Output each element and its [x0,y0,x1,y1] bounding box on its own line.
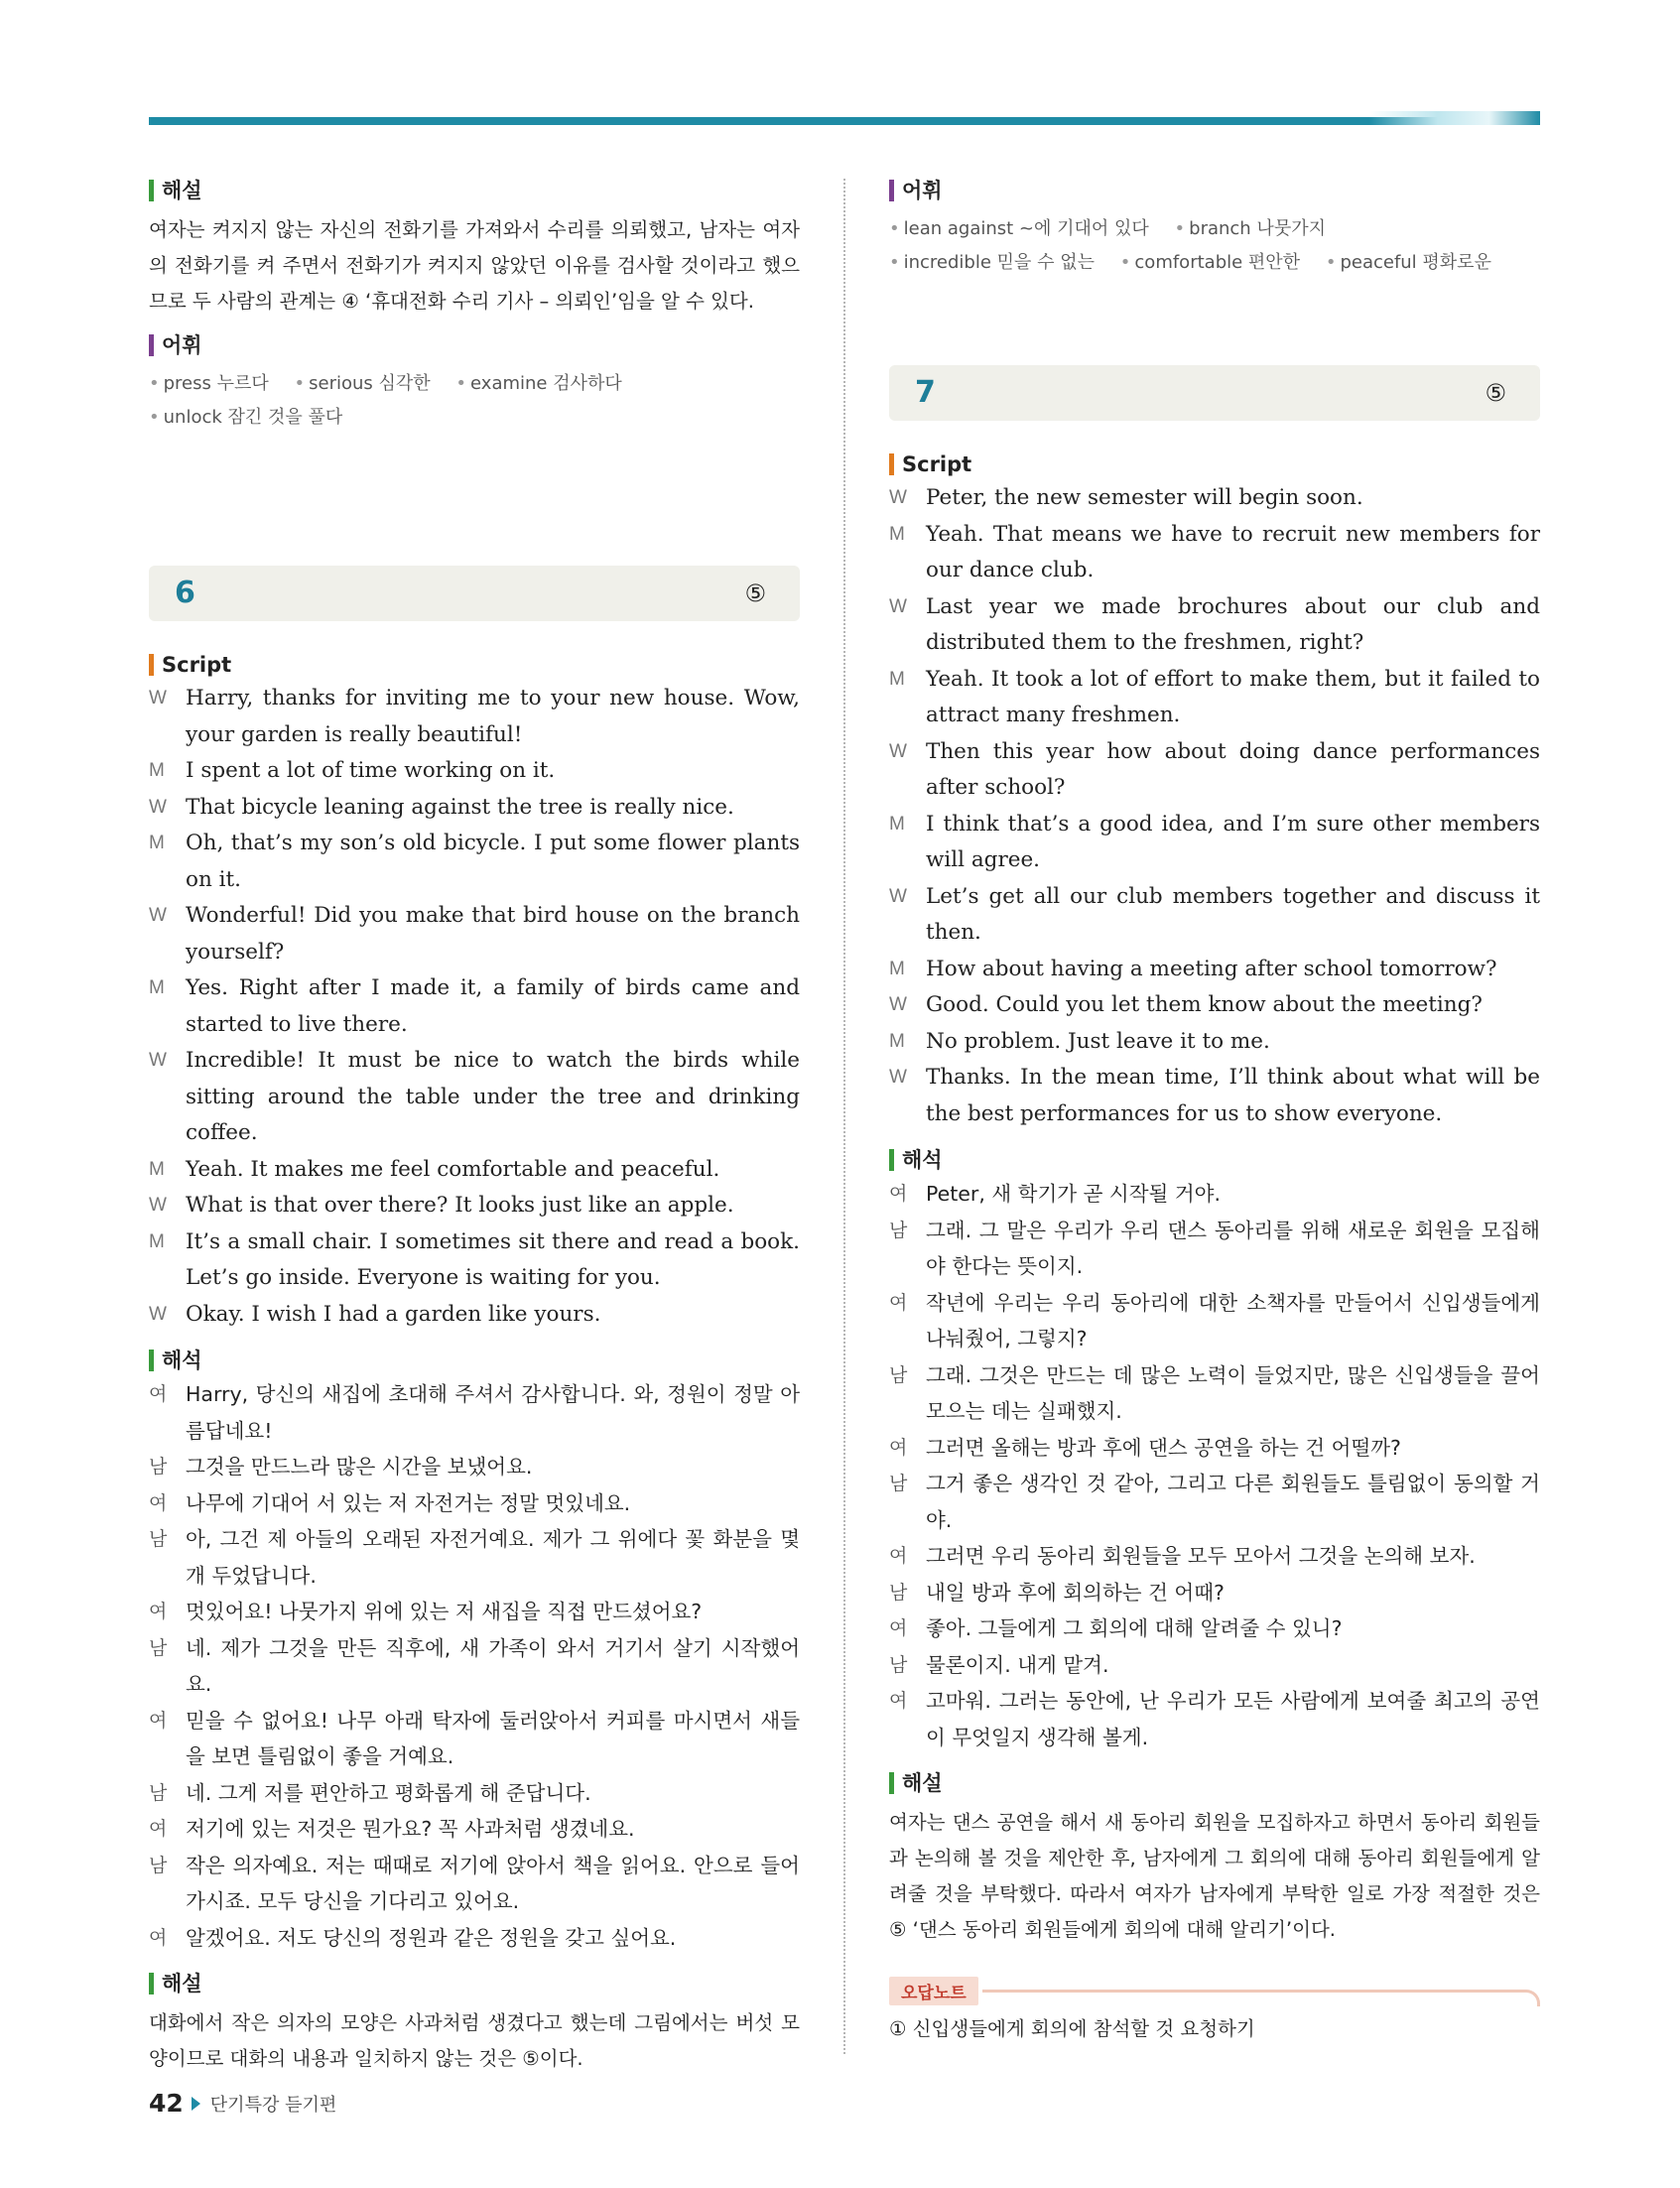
script-label: Script [162,653,232,677]
utterance-text: No problem. Just leave it to me. [926,1028,1270,1054]
speaker-label: 남 [149,1781,168,1804]
page-footer [149,2089,336,2118]
vocab-label: 어휘 [162,333,202,357]
script-lines [889,480,1540,1132]
speaker-label: 여 [149,1383,168,1405]
book-title: 단기특강 듣기편 [209,2094,337,2116]
utterance-text: Yeah. It makes me feel comfortable and peaceful. [186,1156,720,1182]
utterance-text: Oh, that’s my son’s old bicycle. I put some flower plants on it. [186,831,800,892]
utterance-text: Peter, the new semester will begin soon. [926,485,1363,510]
translation-section-7 [889,1146,1540,1755]
translation-line [889,1647,1540,1684]
translation-line [149,1376,800,1449]
vocab-label: 어휘 [902,179,943,202]
speaker-label: 남 [149,1456,168,1478]
question-answer: ⑤ [744,579,766,607]
wrong-answer-note-text: ① 신입생들에게 회의에 참석할 것 요청하기 [889,2017,1255,2040]
script-line [889,807,1540,879]
translation-label: 해석 [162,1349,202,1372]
section-bar-icon [889,453,894,475]
script-line [889,952,1540,988]
speaker-label: 여 [149,1601,168,1622]
utterance-text: 아, 그건 제 아들의 오래된 자전거예요. 제가 그 위에다 꽃 화분을 몇 개 두었답니다. [186,1527,800,1588]
utterance-text: Thanks. In the mean time, I’ll think about what will be the best performances for us to show everyone. [926,1065,1540,1126]
speaker-label: 남 [149,1528,168,1550]
speaker-label: 여 [889,1545,908,1567]
haeseol-section-6 [149,1970,800,2077]
speaker-label: 여 [889,1617,908,1639]
translation-line [889,1176,1540,1213]
speaker-label: W [149,1303,167,1325]
translation-line [149,1449,800,1485]
speaker-label: 여 [149,1818,168,1840]
haeseol-label: 해설 [902,1771,943,1795]
utterance-text: Then this year how about doing dance performances after school? [926,738,1540,800]
speaker-label: M [149,1158,165,1180]
right-column [889,177,1540,2046]
utterance-text: Yes. Right after I made it, a family of birds came and started to live there. [186,975,800,1037]
script-line [889,734,1540,807]
question-number: 7 [915,375,936,410]
speaker-label: M [889,813,905,835]
speaker-label: 남 [149,1636,168,1659]
speaker-label: M [889,958,905,979]
vocab-item: • incredible 믿을 수 없는 [889,252,1095,273]
script-line [889,879,1540,952]
wrong-answer-note-header [889,1976,1540,2006]
speaker-label: W [889,885,907,907]
vocab-item: • serious 심각한 [295,373,431,394]
speaker-label: W [149,796,167,818]
speaker-label: 여 [889,1291,908,1314]
translation-line [889,1538,1540,1575]
translation-line [889,1357,1540,1430]
speaker-label: M [149,977,165,998]
speaker-label: 여 [149,1709,168,1732]
translation-line [889,1285,1540,1357]
script-line [149,898,800,970]
utterance-text: That bicycle leaning against the tree is really nice. [186,794,734,820]
script-line [889,662,1540,734]
vocab-item: • examine 검사하다 [455,373,621,394]
utterance-text: 저기에 있는 저것은 뭔가요? 꼭 사과처럼 생겼네요. [186,1817,635,1841]
translation-line [149,1521,800,1594]
utterance-text: How about having a meeting after school tomorrow? [926,956,1497,981]
utterance-text: 그래. 그것은 만드는 데 많은 노력이 들었지만, 많은 신입생들을 끌어 모으는 데는 실패했지. [926,1362,1540,1423]
section-bar-icon [149,1973,154,1995]
utterance-text: I think that’s a good idea, and I’m sure other members will agree. [926,811,1540,872]
translation-section-6 [149,1347,800,1956]
translation-lines [149,1376,800,1956]
translation-line [889,1683,1540,1755]
utterance-text: 좋아. 그들에게 그 회의에 대해 알려줄 수 있니? [926,1616,1343,1640]
utterance-text: 멋있어요! 나뭇가지 위에 있는 저 새집을 직접 만드셨어요? [186,1600,703,1623]
vocab-item: • branch 나뭇가지 [1175,218,1326,239]
left-column [149,177,800,2077]
utterance-text: Good. Could you let them know about the meeting? [926,992,1483,1017]
speaker-label: W [889,487,907,508]
translation-line [889,1466,1540,1538]
top-rule-accent [1369,111,1540,125]
speaker-label: M [149,760,165,781]
speaker-label: W [149,905,167,926]
script-section-6 [149,651,800,1333]
haeseol-text: 여자는 켜지지 않는 자신의 전화기를 가져와서 수리를 의뢰했고, 남자는 여자의 전화기를 켜 주면서 전화기가 켜지지 않았던 이유를 검사할 것이라고 했으므로 두 사람의 관계는 ④ ‘휴대전화 수리 기사 – 의뢰인’임을 알 수 있다. [149,218,800,313]
utterance-text: 믿을 수 없어요! 나무 아래 탁자에 둘러앉아서 커피를 마시면서 새들을 보면 틀림없이 좋을 거예요. [186,1708,800,1768]
triangle-icon [192,2097,200,2111]
speaker-label: 남 [889,1581,908,1604]
translation-line [149,1703,800,1775]
speaker-label: 남 [889,1473,908,1494]
column-divider [843,179,845,2054]
script-line [149,1297,800,1334]
speaker-label: W [889,994,907,1015]
translation-line [149,1594,800,1630]
question-header-7 [889,365,1540,421]
script-line [889,987,1540,1024]
speaker-label: 여 [889,1183,908,1205]
utterance-text: Yeah. It took a lot of effort to make them, but it failed to attract many freshmen. [926,666,1540,727]
section-bar-icon [889,180,894,201]
haeseol-section-5 [149,177,800,320]
haeseol-label: 해설 [162,1972,202,1995]
utterance-text: 그래. 그 말은 우리가 우리 댄스 동아리를 위해 새로운 회원을 모집해야 한다는 뜻이지. [926,1218,1540,1278]
speaker-label: W [149,1195,167,1216]
vocab-list [149,367,800,435]
speaker-label: 여 [149,1926,168,1949]
haeseol-text: 대화에서 작은 의자의 모양은 사과처럼 생겼다고 했는데 그림에서는 버섯 모양이므로 대화의 내용과 일치하지 않는 것은 ⑤이다. [149,2011,800,2070]
section-bar-icon [149,334,154,356]
translation-lines [889,1176,1540,1755]
question-answer: ⑤ [1485,379,1506,407]
question-header-6 [149,566,800,621]
utterance-text: 네. 그게 저를 편안하고 평화롭게 해 준답니다. [186,1780,591,1805]
utterance-text: Harry, thanks for inviting me to your new house. Wow, your garden is really beautiful! [186,686,800,747]
utterance-text: Wonderful! Did you make that bird house on the branch yourself? [186,903,800,965]
speaker-label: W [149,1050,167,1071]
speaker-label: 여 [149,1491,168,1514]
script-line [149,1224,800,1297]
utterance-text: It’s a small chair. I sometimes sit there and read a book. Let’s go inside. Everyone is waiting for you. [186,1228,800,1290]
translation-line [149,1920,800,1957]
utterance-text: 고마워. 그러는 동안에, 난 우리가 모든 사람에게 보여줄 최고의 공연이 무엇일지 생각해 볼게. [926,1689,1540,1749]
speaker-label: M [889,523,905,545]
translation-line [149,1630,800,1703]
utterance-text: 그러면 올해는 방과 후에 댄스 공연을 하는 건 어떨까? [926,1435,1401,1460]
utterance-text: 내일 방과 후에 회의하는 건 어때? [926,1580,1225,1605]
script-line [149,681,800,753]
vocab-item: • peaceful 평화로운 [1326,252,1491,273]
utterance-text: Last year we made brochures about our club and distributed them to the freshmen, right? [926,593,1540,655]
utterance-text: 그것을 만드느라 많은 시간을 보냈어요. [186,1455,533,1479]
script-line [889,1060,1540,1132]
note-rule [982,1990,1540,2006]
speaker-label: 남 [889,1653,908,1676]
speaker-label: W [149,688,167,708]
utterance-text: 나무에 기대어 서 있는 저 자전거는 정말 멋있네요. [186,1490,631,1515]
script-line [149,1043,800,1152]
utterance-text: I spent a lot of time working on it. [186,758,556,783]
script-lines [149,681,800,1333]
vocab-item: • comfortable 편안한 [1120,252,1300,273]
speaker-label: W [889,740,907,762]
utterance-text: 작은 의자예요. 저는 때때로 저기에 앉아서 책을 읽어요. 안으로 들어가시죠. 모두 당신을 기다리고 있어요. [186,1853,800,1913]
utterance-text: 작년에 우리는 우리 동아리에 대한 소책자를 만들어서 신입생들에게 나눠줬어, 그렇지? [926,1290,1540,1351]
translation-line [889,1610,1540,1647]
utterance-text: Let’s get all our club members together and discuss it then. [926,883,1540,945]
speaker-label: 여 [889,1436,908,1459]
script-line [149,790,800,827]
speaker-label: 남 [889,1219,908,1241]
question-number: 6 [175,576,195,610]
utterance-text: 알겠어요. 저도 당신의 정원과 같은 정원을 갖고 싶어요. [186,1925,677,1950]
utterance-text: What is that over there? It looks just like an apple. [186,1193,734,1218]
section-bar-icon [149,1350,154,1371]
script-line [149,1152,800,1189]
haeseol-text: 여자는 댄스 공연을 해서 새 동아리 회원을 모집하자고 하면서 동아리 회원들과 논의해 볼 것을 제안한 후, 남자에게 그 회의에 대해 동아리 회원들에게 알려줄 것을 부탁했다. 따라서 여자가 남자에게 부탁한 일로 가장 적절한 것은 ⑤ ‘댄스 동아리 회원들에게 회의에 대해 알리기’이다. [889,1811,1540,1941]
utterance-text: Incredible! It must be nice to watch the birds while sitting around the table under the tree and drinking coffee. [186,1048,800,1145]
translation-line [889,1430,1540,1467]
haeseol-label: 해설 [162,179,202,202]
translation-line [149,1811,800,1848]
utterance-text: Yeah. That means we have to recruit new members for our dance club. [926,521,1540,582]
utterance-text: 그러면 우리 동아리 회원들을 모두 모아서 그것을 논의해 보자. [926,1544,1476,1568]
top-rule [149,117,1540,125]
translation-label: 해석 [902,1148,943,1172]
speaker-label: W [889,1067,907,1088]
vocab-item: • lean against ~에 기대어 있다 [889,218,1149,239]
haeseol-section-7 [889,1769,1540,1948]
speaker-label: 여 [889,1690,908,1712]
script-line [149,753,800,790]
translation-line [149,1775,800,1812]
section-bar-icon [149,180,154,201]
speaker-label: 남 [889,1363,908,1386]
utterance-text: Okay. I wish I had a garden like yours. [186,1301,601,1327]
section-bar-icon [889,1149,894,1171]
speaker-label: W [889,595,907,617]
utterance-text: 네. 제가 그것을 만든 직후에, 새 가족이 와서 거기서 살기 시작했어요. [186,1635,800,1696]
page-number: 42 [149,2089,184,2118]
vocab-section-6 [889,177,1540,280]
speaker-label: M [889,668,905,690]
speaker-label: 남 [149,1854,168,1876]
section-bar-icon [889,1772,894,1794]
script-section-7 [889,450,1540,1132]
speaker-label: M [149,1230,165,1252]
vocab-item: • press 누르다 [149,373,269,394]
vocab-item: • unlock 잠긴 것을 풀다 [149,407,342,428]
script-label: Script [902,452,972,476]
speaker-label: M [889,1030,905,1052]
script-line [889,517,1540,589]
utterance-text: Harry, 당신의 새집에 초대해 주셔서 감사합니다. 와, 정원이 정말 아름답네요! [186,1382,800,1443]
section-bar-icon [149,654,154,676]
script-line [889,589,1540,662]
vocab-section-5 [149,331,800,435]
utterance-text: 그거 좋은 생각인 것 같아, 그리고 다른 회원들도 틀림없이 동의할 거야. [926,1472,1540,1532]
utterance-text: 물론이지. 내게 맡겨. [926,1652,1109,1677]
vocab-list [889,212,1540,280]
script-line [149,970,800,1043]
script-line [889,480,1540,517]
script-line [149,1188,800,1224]
translation-line [889,1213,1540,1285]
speaker-label: M [149,833,165,853]
script-line [149,826,800,898]
wrong-answer-note-tag: 오답노트 [889,1977,978,2005]
translation-line [149,1485,800,1522]
script-line [889,1024,1540,1061]
translation-line [149,1848,800,1920]
utterance-text: Peter, 새 학기가 곧 시작될 거야. [926,1182,1221,1206]
translation-line [889,1575,1540,1611]
